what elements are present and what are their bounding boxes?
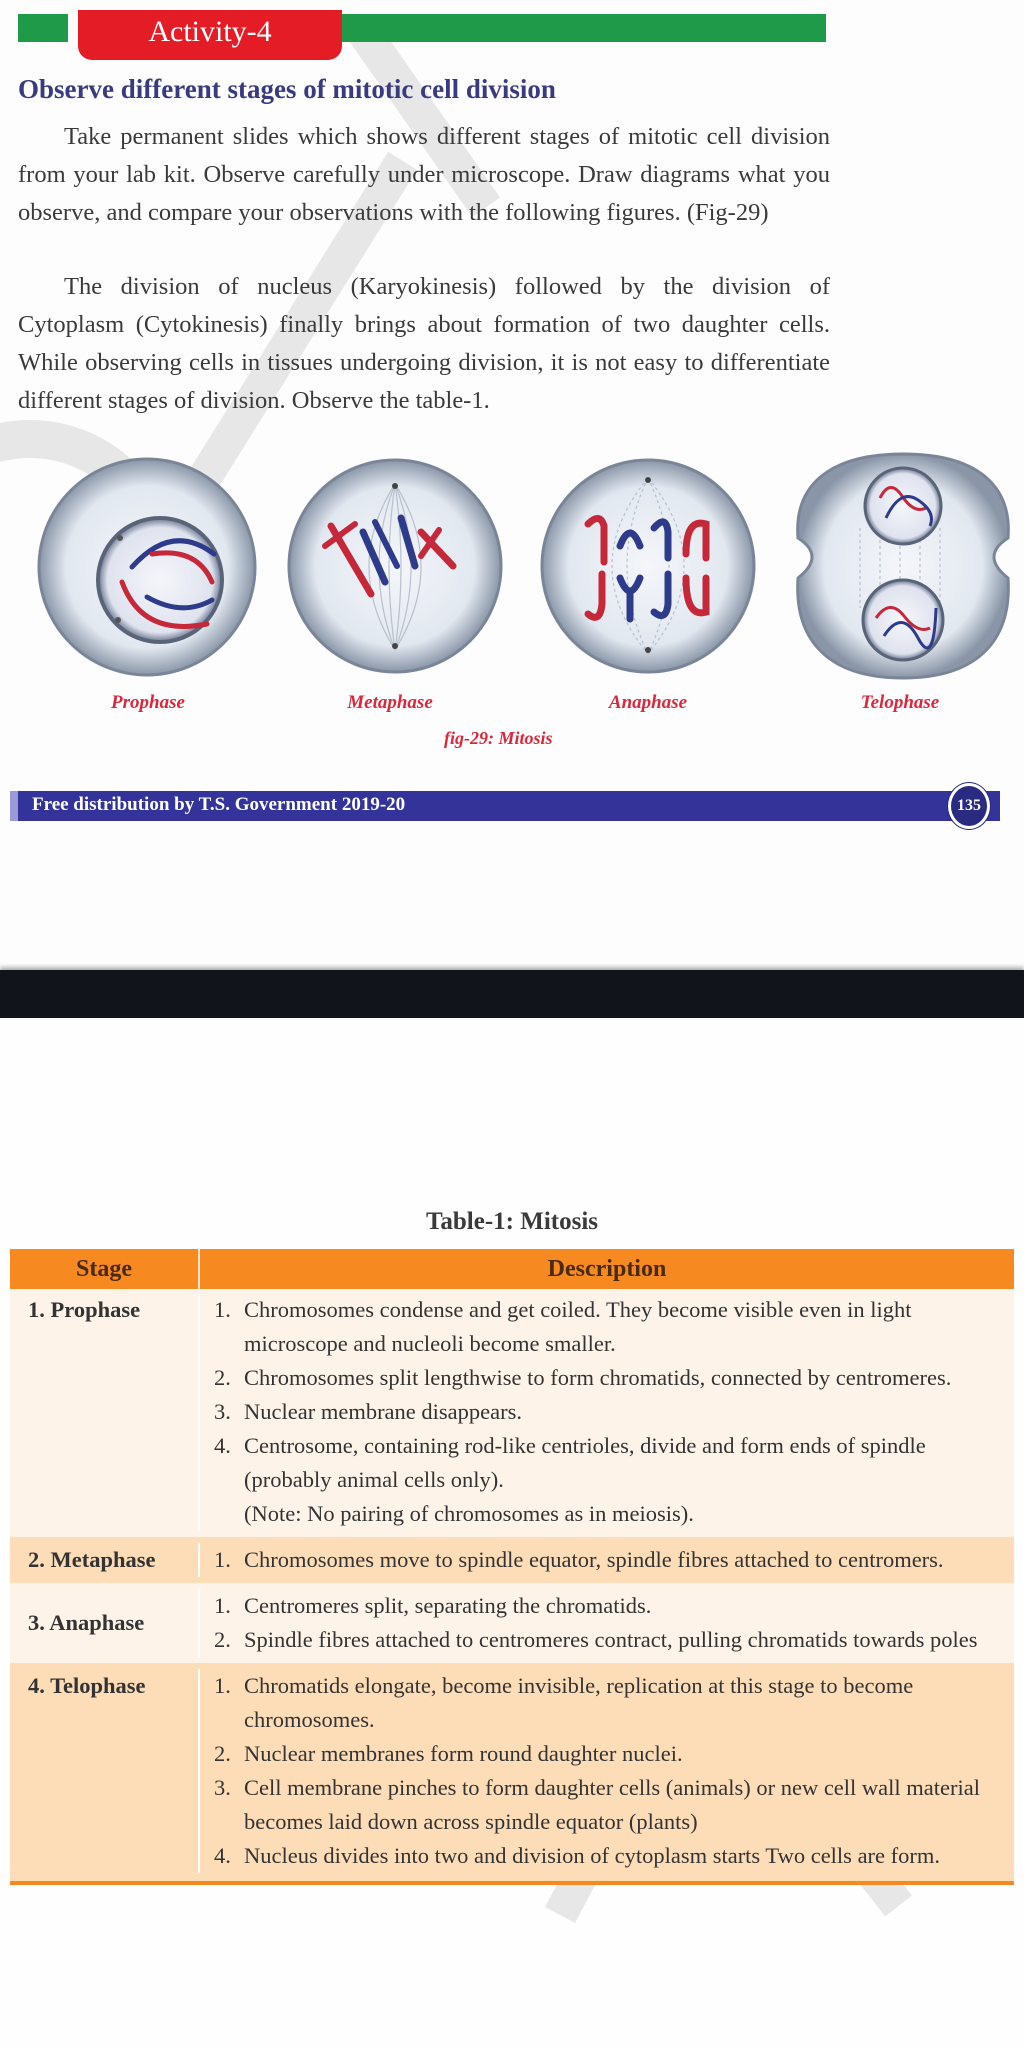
paragraph-1: Take permanent slides which shows different stages of mitotic cell division from your lab kit. Observe carefully under microscope. Draw diagrams what you observe, and compare your observations with the following figures. (Fig-29) bbox=[18, 123, 830, 226]
table-row-anaphase bbox=[10, 1583, 1014, 1663]
stage-cell: 2. Metaphase bbox=[10, 1543, 200, 1577]
list-item: 2. Spindle fibres attached to centromeres contract, pulling chromatids towards poles bbox=[214, 1627, 978, 1652]
stage-cell: 1. Prophase bbox=[10, 1293, 200, 1531]
banner-green-right bbox=[334, 14, 826, 42]
table-header bbox=[10, 1249, 1014, 1289]
list-item: 3. Cell membrane pinches to form daughter cells (animals) or new cell wall material becomes laid down across spindle equator (plants) bbox=[214, 1775, 980, 1834]
banner-green-left bbox=[18, 14, 68, 42]
column-header-description: Description bbox=[547, 1256, 667, 1282]
metaphase-cell-icon bbox=[283, 454, 507, 678]
textbook-page-135 bbox=[0, 0, 1024, 970]
telophase-cell-icon bbox=[790, 448, 1016, 684]
stage-label-metaphase: Metaphase bbox=[347, 692, 433, 713]
stage-label-telophase: Telophase bbox=[860, 692, 940, 713]
page-divider bbox=[0, 970, 1024, 1018]
anaphase-cell-icon bbox=[536, 454, 760, 678]
footer-text: Free distribution by T.S. Government 2019-20 bbox=[32, 794, 406, 815]
list-item: 4. Nucleus divides into two and division of cytoplasm starts Two cells are form. bbox=[214, 1843, 941, 1868]
list-item: 1. Chromatids elongate, become invisible, replication at this stage to become chromosomes. bbox=[214, 1673, 914, 1732]
list-item: 2. Nuclear membranes form round daughter nuclei. bbox=[214, 1741, 683, 1766]
section-heading: Observe different stages of mitotic cell division bbox=[18, 74, 556, 104]
mitosis-figure bbox=[0, 440, 1024, 730]
footer-bar bbox=[10, 791, 1000, 821]
mitosis-table bbox=[10, 1249, 1014, 1885]
stage-cell: 3. Anaphase bbox=[10, 1589, 200, 1657]
description-cell bbox=[200, 1293, 1014, 1531]
stage-label-anaphase: Anaphase bbox=[608, 692, 688, 713]
activity-label: Activity-4 bbox=[78, 10, 342, 60]
stage-cell: 4. Telophase bbox=[10, 1669, 200, 1873]
description-cell bbox=[200, 1589, 1014, 1657]
description-cell bbox=[200, 1543, 1014, 1577]
stage-label-prophase: Prophase bbox=[111, 692, 185, 713]
paragraph-2: The division of nucleus (Karyokinesis) followed by the division of Cytoplasm (Cytokinesis) finally brings about formation of two daughter cells. While observing cells in tissues undergoing division, it is not easy to differentiate different stages of division. Observe the table-1. bbox=[18, 273, 830, 414]
table-row-telophase bbox=[10, 1663, 1014, 1881]
list-item: 2. Chromosomes split lengthwise to form chromatids, connected by centromeres. bbox=[214, 1365, 952, 1390]
prophase-cell-icon bbox=[32, 452, 262, 682]
column-header-stage: Stage bbox=[10, 1249, 200, 1289]
figure-caption: fig-29: Mitosis bbox=[444, 728, 553, 748]
table-row-prophase bbox=[10, 1289, 1014, 1537]
page-number-badge: 135 bbox=[948, 783, 990, 829]
table-title: Table-1: Mitosis bbox=[426, 1208, 598, 1235]
list-item: 3. Nuclear membrane disappears. bbox=[214, 1399, 522, 1424]
table-bottom-border bbox=[10, 1881, 1014, 1885]
list-item: 1. Centromeres split, separating the chromatids. bbox=[214, 1593, 652, 1618]
table-row-metaphase bbox=[10, 1537, 1014, 1583]
activity-banner bbox=[18, 12, 826, 48]
note-text: (Note: No pairing of chromosomes as in meiosis). bbox=[244, 1501, 694, 1526]
description-cell bbox=[200, 1669, 1014, 1873]
textbook-page-table bbox=[0, 1018, 1024, 2048]
list-item: 1. Chromosomes move to spindle equator, spindle fibres attached to centromers. bbox=[214, 1547, 944, 1572]
list-item: 4. Centrosome, containing rod-like centrioles, divide and form ends of spindle (probably animal cells only). bbox=[214, 1433, 926, 1492]
list-item: 1. Chromosomes condense and get coiled. They become visible even in light microscope and nucleoli become smaller. bbox=[214, 1297, 912, 1356]
